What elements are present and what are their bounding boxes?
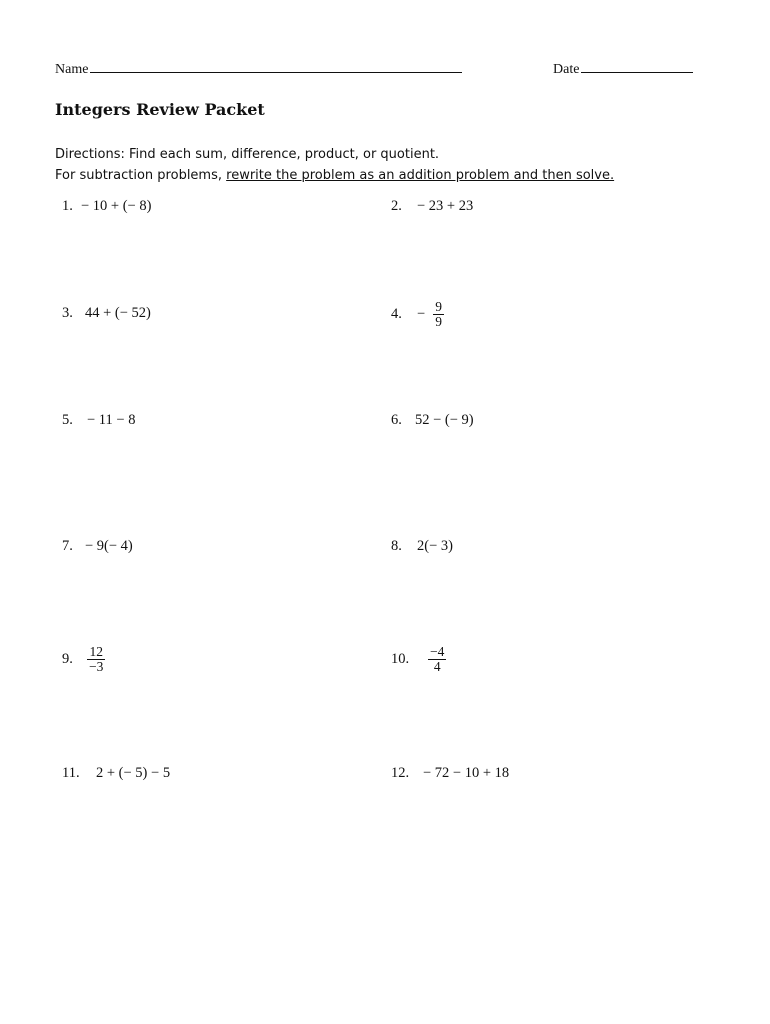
problem-expression: 2 + (− 5) − 5 <box>96 765 171 781</box>
date-blank-line[interactable] <box>581 58 693 73</box>
problem-expression: 44 + (− 52) <box>85 305 151 321</box>
denominator: −3 <box>89 659 104 674</box>
fraction <box>433 300 444 329</box>
fraction <box>87 645 105 674</box>
numerator: 9 <box>435 299 442 314</box>
problem-12 <box>391 765 509 782</box>
problem-11 <box>62 765 170 782</box>
fraction <box>428 645 446 674</box>
problem-8 <box>391 538 453 555</box>
problem-expression: − 72 − 10 + 18 <box>423 765 510 781</box>
problem-4 <box>391 300 444 329</box>
problem-expression: − 23 + 23 <box>417 198 474 214</box>
problem-number: 6. <box>391 412 402 428</box>
problem-number: 12. <box>391 765 410 781</box>
problem-6 <box>391 412 474 429</box>
problem-number: 3. <box>62 305 73 321</box>
directions-line-1: Directions: Find each sum, difference, product, or quotient. <box>55 147 440 162</box>
date-label: Date <box>553 62 580 77</box>
numerator: 12 <box>89 644 103 659</box>
problem-7 <box>62 538 133 555</box>
problem-expression: 2(− 3) <box>417 538 453 554</box>
name-label: Name <box>55 62 89 77</box>
name-field[interactable] <box>55 58 462 78</box>
problem-3 <box>62 305 151 322</box>
problem-10 <box>391 645 446 674</box>
problem-1 <box>62 198 151 215</box>
denominator: 9 <box>435 314 442 329</box>
problem-number: 5. <box>62 412 73 428</box>
problem-2 <box>391 198 473 215</box>
problem-5 <box>62 412 135 429</box>
directions-underlined: rewrite the problem as an addition problem and then solve. <box>226 168 615 183</box>
problem-number: 10. <box>391 651 410 667</box>
problem-expression: − 11 − 8 <box>87 412 136 428</box>
problem-number: 9. <box>62 651 73 667</box>
page-title: Integers Review Packet <box>55 100 265 119</box>
numerator: −4 <box>430 644 445 659</box>
problem-expression: 52 − (− 9) <box>415 412 474 428</box>
problem-9 <box>62 645 105 674</box>
denominator: 4 <box>433 659 441 674</box>
problem-number: 11. <box>62 765 80 781</box>
problem-expression: − 9(− 4) <box>85 538 133 554</box>
problem-number: 4. <box>391 306 402 322</box>
problem-number: 2. <box>391 198 402 214</box>
name-blank-line[interactable] <box>90 58 462 73</box>
problem-number: 1. <box>62 198 73 214</box>
problem-expression: − 10 + (− 8) <box>81 198 152 214</box>
problem-number: 8. <box>391 538 402 554</box>
negative-sign: − <box>417 306 426 322</box>
problem-number: 7. <box>62 538 73 554</box>
date-field[interactable] <box>553 58 693 78</box>
directions-line-2 <box>55 168 614 183</box>
directions-prefix: For subtraction problems, <box>55 168 227 183</box>
